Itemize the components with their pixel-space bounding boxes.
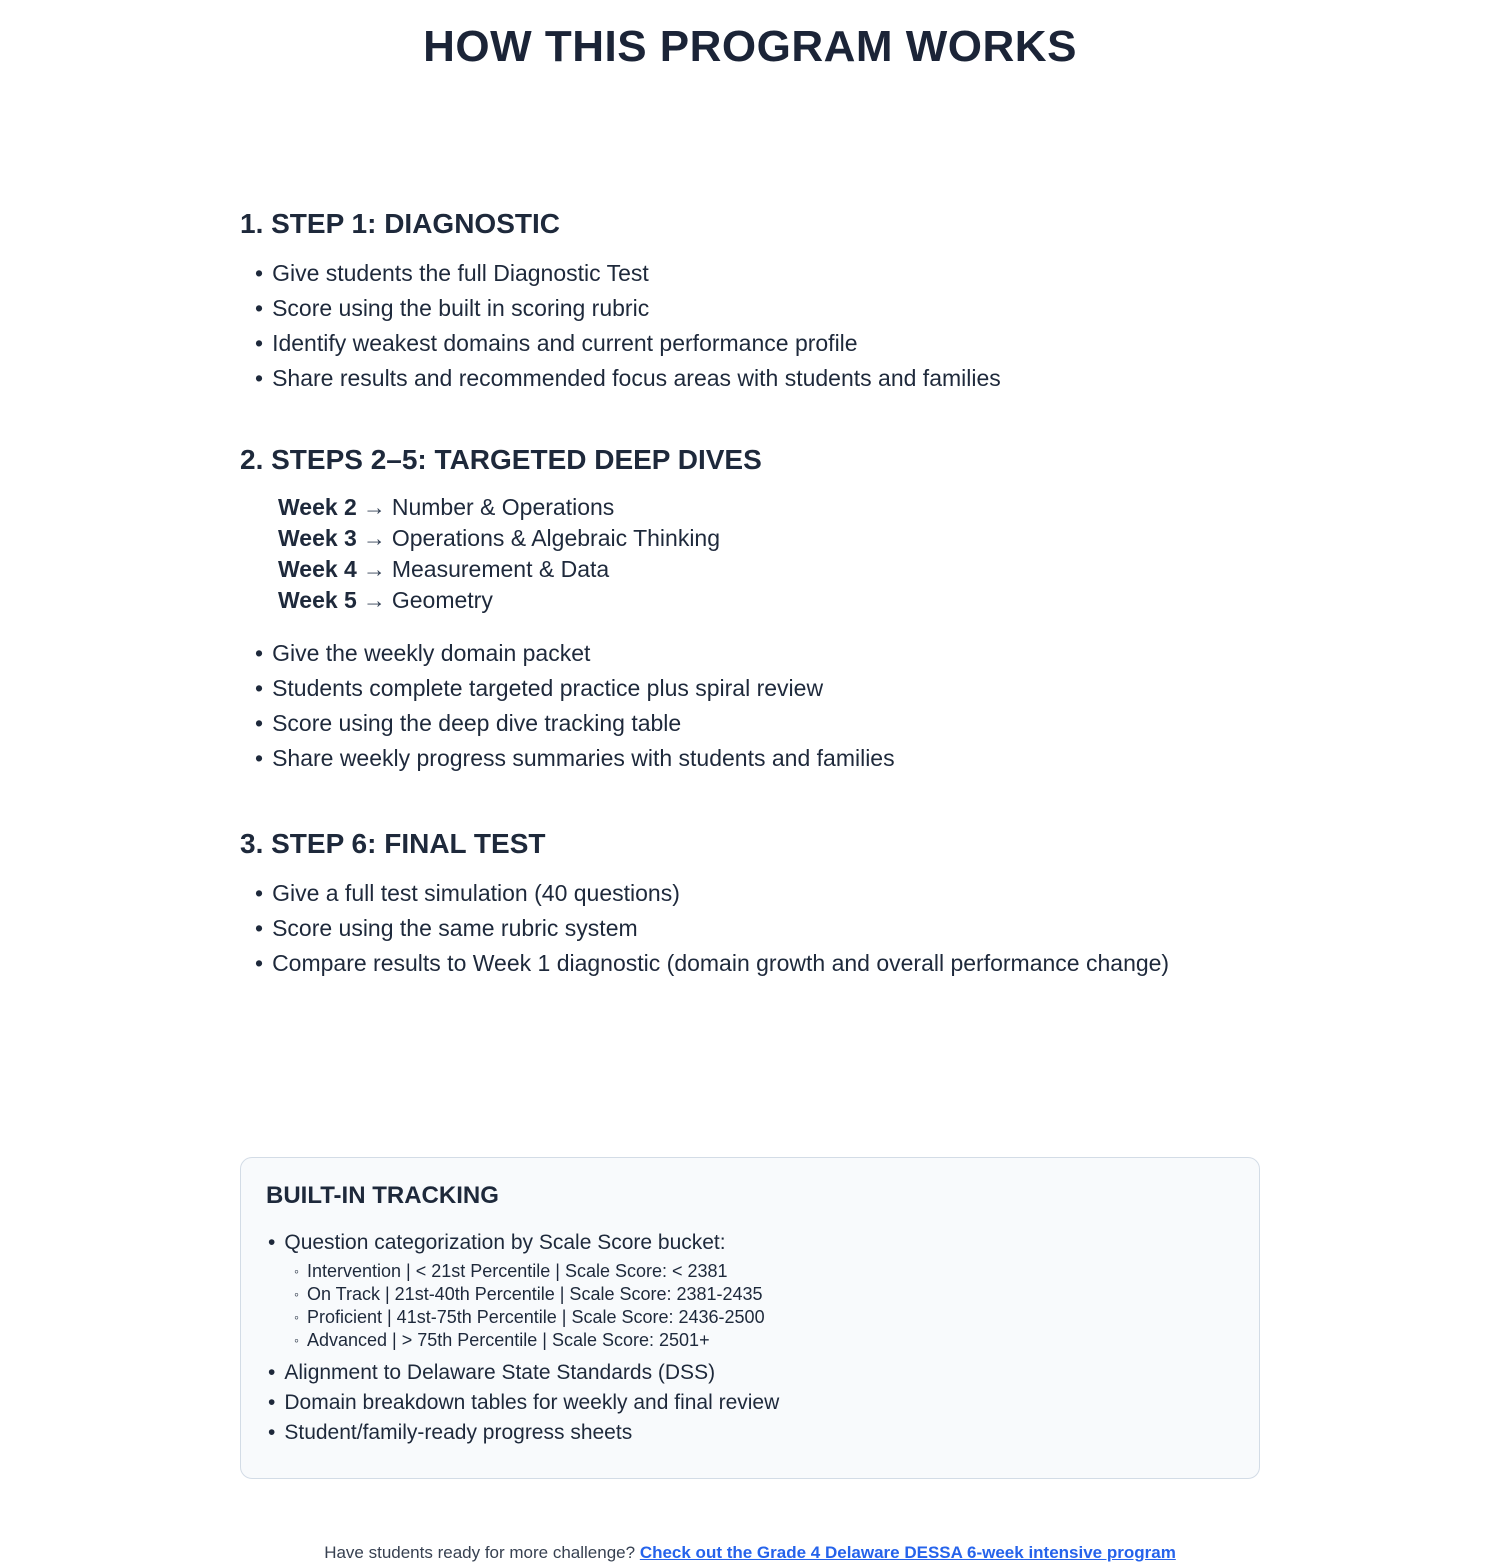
list-item — [268, 1358, 1233, 1388]
bullet-text: Give the weekly domain packet — [272, 640, 591, 666]
list-item — [255, 291, 1260, 326]
bullet-marker: • — [255, 260, 264, 286]
bullet-text: Share results and recommended focus areas with students and families — [272, 365, 1001, 391]
tracking-panel-heading: BUILT-IN TRACKING — [266, 1182, 499, 1209]
arrow-icon: → — [362, 525, 386, 551]
list-item — [255, 361, 1260, 396]
bullet-text: Students complete targeted practice plus spiral review — [272, 675, 824, 701]
footer — [240, 1543, 1260, 1563]
week-line — [278, 554, 1260, 585]
bullet-marker: • — [255, 745, 264, 771]
bullet-text: Student/family-ready progress sheets — [284, 1421, 633, 1444]
bullet-text: Score using the same rubric system — [272, 915, 638, 941]
section-steps-2-5-deep-dives — [240, 444, 1260, 776]
arrow-icon: → — [362, 494, 386, 520]
bullet-marker: • — [255, 295, 264, 321]
footer-prompt-text: Have students ready for more challenge? — [324, 1543, 640, 1562]
section-step-6-final-test — [240, 828, 1260, 981]
list-item — [255, 706, 1260, 741]
intensive-program-link[interactable]: Check out the Grade 4 Delaware DESSA 6-week intensive program — [639, 1543, 1176, 1562]
bullet-text: On Track | 21st-40th Percentile | Scale Score: 2381-2435 — [306, 1284, 763, 1304]
section-2-bullet-list — [240, 636, 1260, 776]
sub-bullet-marker: ◦ — [294, 1286, 299, 1302]
bullet-text: Alignment to Delaware State Standards (DSS) — [284, 1361, 716, 1384]
bullet-text: Proficient | 41st-75th Percentile | Scale Score: 2436-2500 — [306, 1307, 765, 1327]
list-item — [255, 876, 1260, 911]
bullet-marker: • — [255, 710, 264, 736]
bullet-text: Advanced | > 75th Percentile | Scale Score: 2501+ — [306, 1330, 710, 1350]
bullet-marker: • — [255, 640, 264, 666]
bullet-marker: • — [255, 950, 264, 976]
bullet-marker: • — [268, 1231, 276, 1254]
built-in-tracking-panel — [240, 1157, 1260, 1479]
bullet-text: Intervention | < 21st Percentile | Scale Score: < 2381 — [306, 1261, 728, 1281]
section-3-bullet-list — [240, 876, 1260, 981]
week-label: Week 5 — [278, 587, 357, 613]
bullet-text: Score using the deep dive tracking table — [272, 710, 682, 736]
week-topic: Geometry — [391, 587, 493, 613]
list-item — [294, 1306, 1233, 1329]
list-item — [255, 636, 1260, 671]
section-heading: 2. STEPS 2–5: TARGETED DEEP DIVES — [240, 444, 762, 475]
list-item — [294, 1283, 1233, 1306]
bullet-marker: • — [268, 1421, 276, 1444]
list-item — [255, 741, 1260, 776]
bullet-marker: • — [255, 330, 264, 356]
bullet-marker: • — [255, 365, 264, 391]
scale-score-bucket-list — [268, 1260, 1233, 1352]
sub-bullet-marker: ◦ — [294, 1332, 299, 1348]
list-item — [255, 946, 1260, 981]
list-item — [268, 1418, 1233, 1448]
week-topic: Operations & Algebraic Thinking — [391, 525, 721, 551]
page-content — [240, 0, 1260, 1563]
bullet-text: Score using the built in scoring rubric — [272, 295, 650, 321]
page-title: HOW THIS PROGRAM WORKS — [423, 22, 1077, 71]
bullet-text: Domain breakdown tables for weekly and final review — [284, 1391, 780, 1414]
week-label: Week 4 — [278, 556, 357, 582]
week-schedule — [240, 492, 1260, 616]
bullet-marker: • — [268, 1361, 276, 1384]
bullet-marker: • — [255, 880, 264, 906]
week-line — [278, 492, 1260, 523]
sub-bullet-marker: ◦ — [294, 1309, 299, 1325]
bullet-text: Give students the full Diagnostic Test — [272, 260, 649, 286]
week-topic: Measurement & Data — [391, 556, 610, 582]
bullet-text: Question categorization by Scale Score bucket: — [284, 1231, 726, 1254]
week-label: Week 3 — [278, 525, 357, 551]
week-line — [278, 523, 1260, 554]
list-item — [255, 911, 1260, 946]
bullet-marker: • — [268, 1391, 276, 1414]
bullet-text: Give a full test simulation (40 questions) — [272, 880, 680, 906]
list-item — [294, 1329, 1233, 1352]
list-item — [268, 1228, 1233, 1352]
bullet-marker: • — [255, 675, 264, 701]
bullet-text: Compare results to Week 1 diagnostic (domain growth and overall performance change) — [272, 950, 1170, 976]
section-1-bullet-list — [240, 256, 1260, 396]
week-line — [278, 585, 1260, 616]
section-heading: 3. STEP 6: FINAL TEST — [240, 828, 546, 859]
week-topic: Number & Operations — [391, 494, 615, 520]
list-item — [255, 671, 1260, 706]
list-item — [268, 1388, 1233, 1418]
section-step-1-diagnostic — [240, 208, 1260, 396]
sub-bullet-marker: ◦ — [294, 1263, 299, 1279]
week-label: Week 2 — [278, 494, 357, 520]
list-item — [255, 256, 1260, 291]
arrow-icon: → — [362, 556, 386, 582]
section-heading: 1. STEP 1: DIAGNOSTIC — [240, 208, 560, 239]
bullet-text: Identify weakest domains and current performance profile — [272, 330, 858, 356]
tracking-bullet-list — [266, 1228, 1233, 1448]
bullet-marker: • — [255, 915, 264, 941]
arrow-icon: → — [362, 587, 386, 613]
list-item — [255, 326, 1260, 361]
list-item — [294, 1260, 1233, 1283]
bullet-text: Share weekly progress summaries with students and families — [272, 745, 895, 771]
